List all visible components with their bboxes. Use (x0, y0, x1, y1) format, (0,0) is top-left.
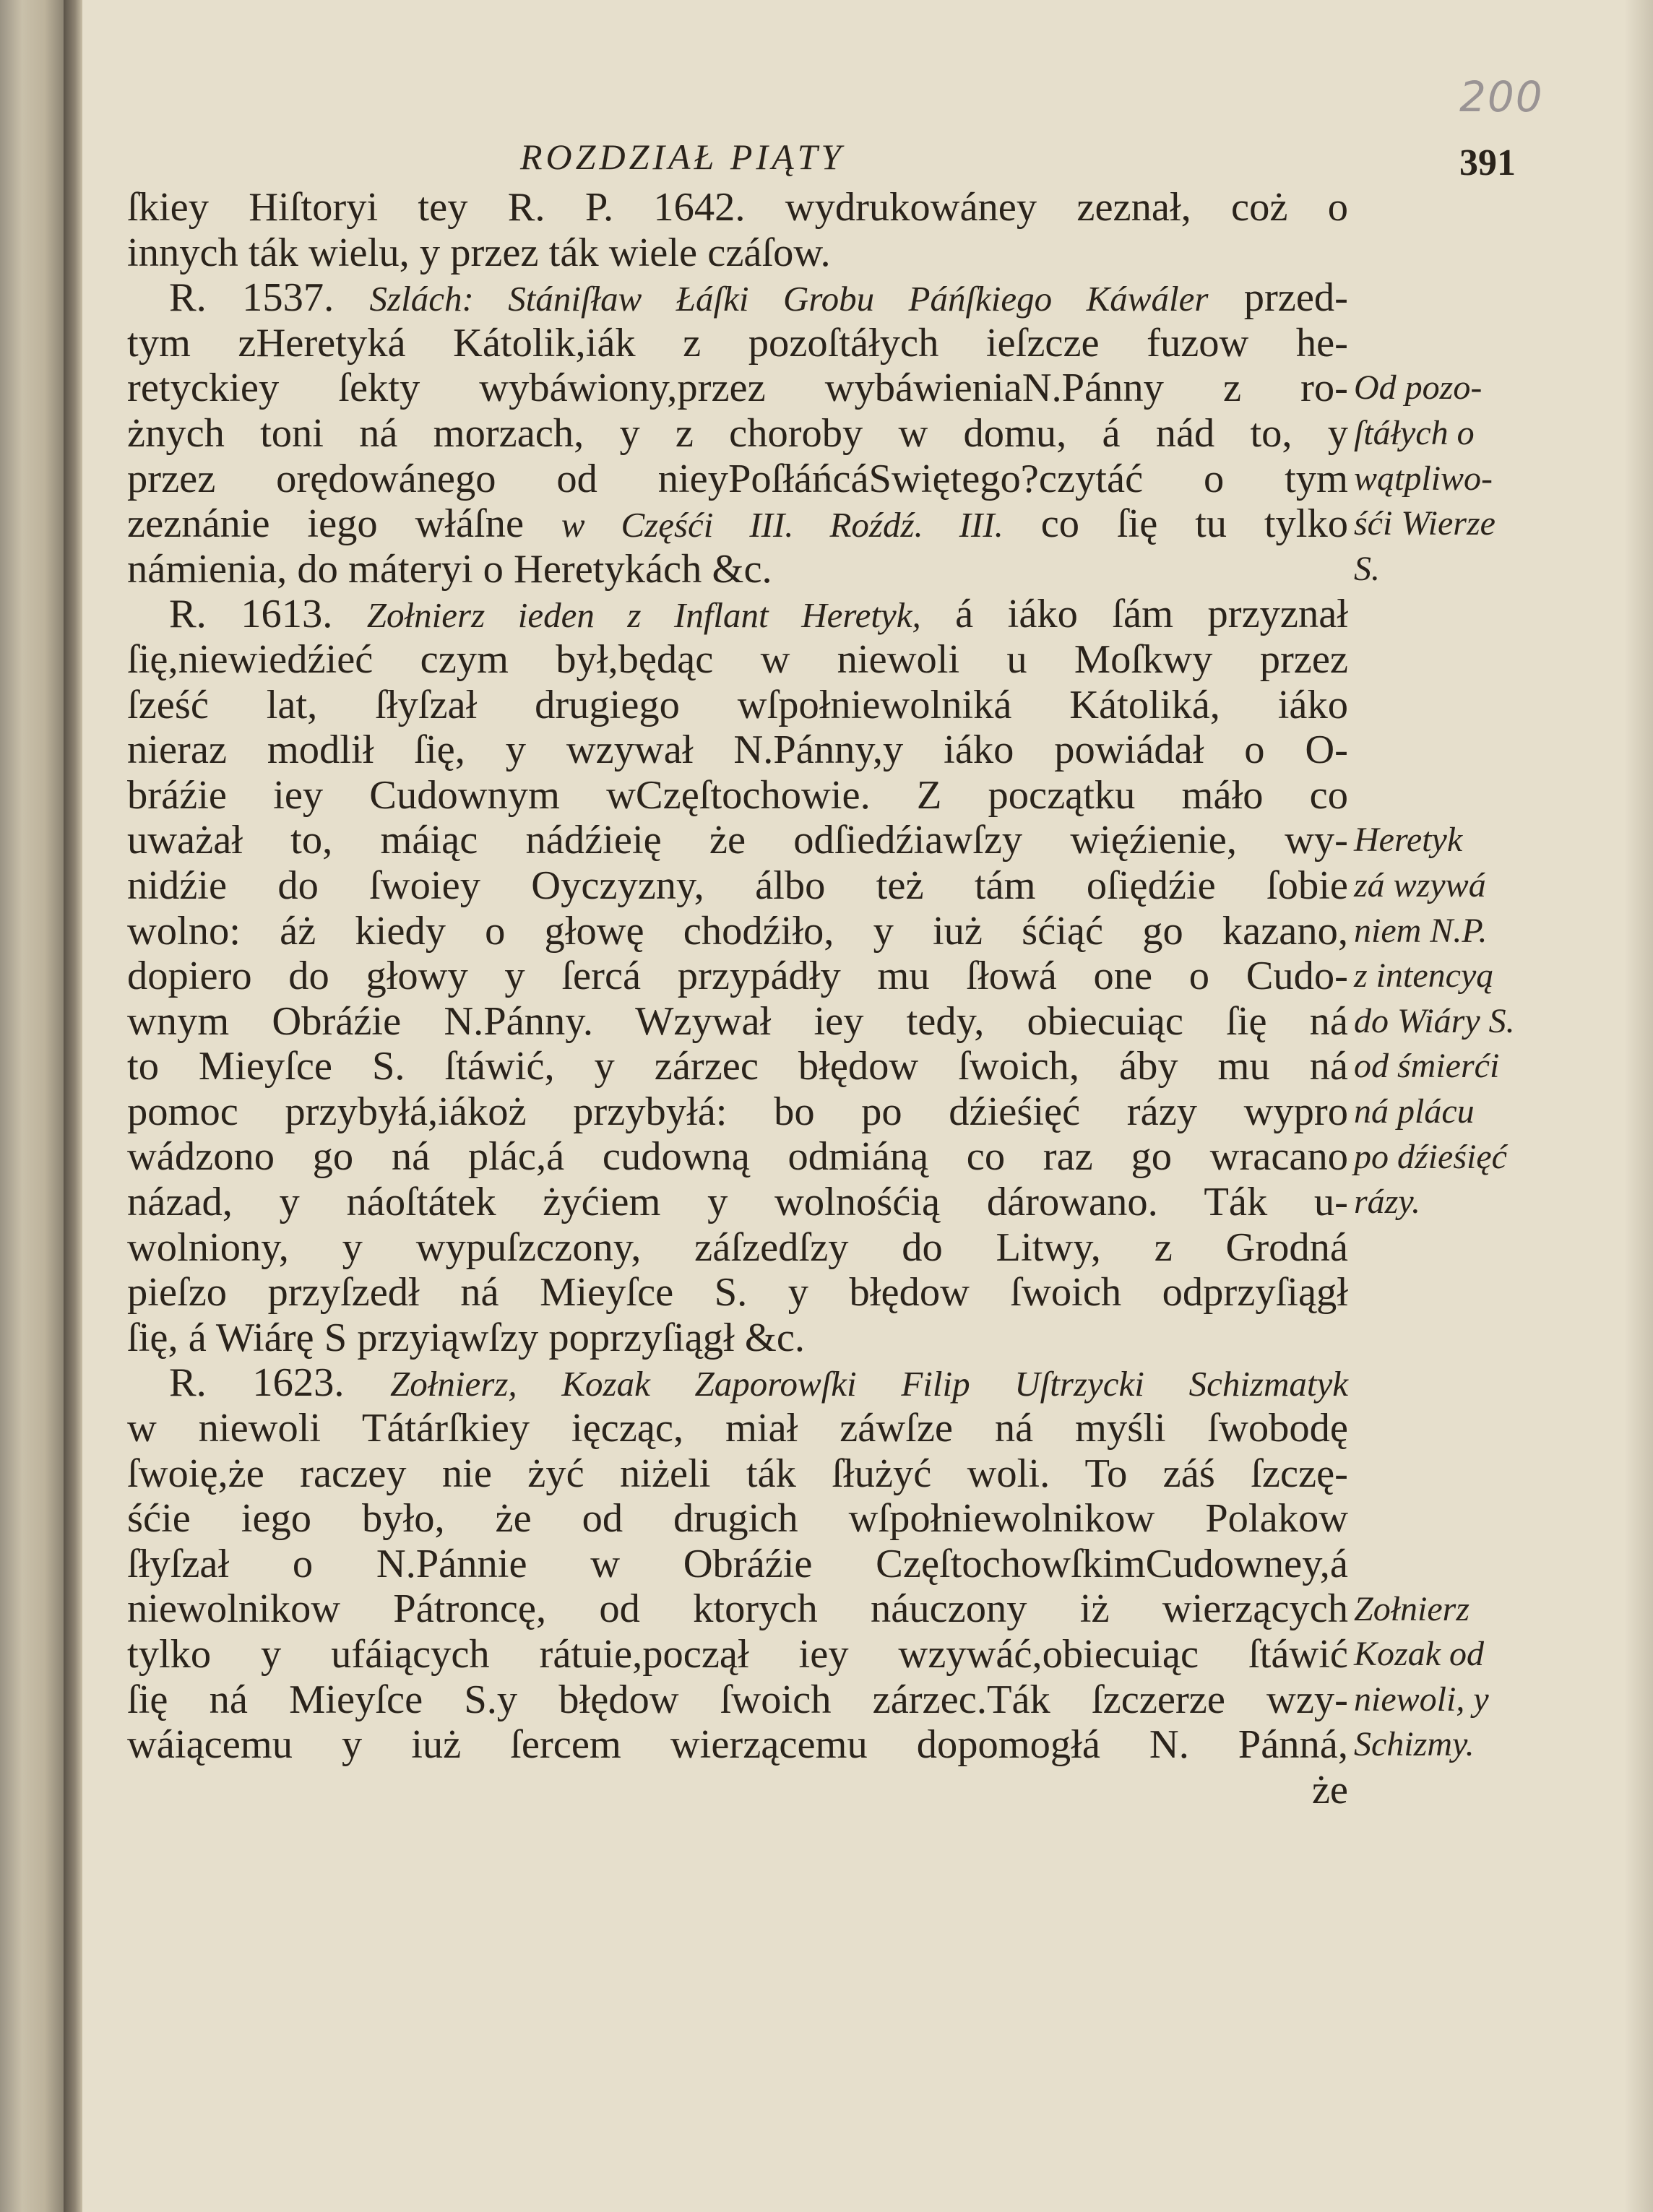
text-run: wolniony, y wypuſzczony, záſzedſzy do Litwy, z Grodná (127, 1224, 1348, 1270)
text-line (127, 185, 1348, 230)
text-run: niewolnikow Pátroncę, od ktorych náuczony iż wierzących (127, 1586, 1348, 1632)
text-run: nieraz modlił ſię, y wzywał N.Pánny,y iáko powiádał o O- (127, 727, 1348, 773)
text-run: wádzono go ná plác,á cudowną odmiáną co raz go wracano (127, 1134, 1348, 1180)
text-run: to Mieyſce S. ſtáwić, y zárzec błędow ſwoich, áby mu ná (127, 1044, 1348, 1089)
margin-note-line: wątpliwo- (1354, 459, 1493, 498)
margin-note (1354, 818, 1549, 1224)
page-number: 391 (1459, 142, 1516, 183)
margin-note-line: niem N.P. (1354, 911, 1488, 950)
text-run: wnym Obráźie N.Pánny. Wzywał iey tedy, obiecuiąc ſię ná (127, 998, 1348, 1044)
text-line (127, 637, 1348, 683)
text-line (127, 1406, 1348, 1451)
text-line (127, 275, 1348, 321)
margin-note-line: niewoli, y (1354, 1680, 1489, 1719)
text-run: pieſzo przyſzedł ná Mieyſce S. y błędow ſwoich odprzyſiągł (127, 1270, 1348, 1315)
text-run: R. 1537. (169, 275, 370, 321)
text-line (127, 592, 1348, 637)
text-run: żnych toni ná morzach, y z choroby w domu, á nád to, y (127, 410, 1348, 456)
text-line (127, 411, 1348, 457)
margin-note-line: Schizmy. (1354, 1725, 1475, 1764)
italic-phrase: w Częśći III. Roźdź. III. (561, 505, 1004, 545)
margin-note-line: Od pozo- (1354, 368, 1482, 407)
text-run: dopiero do głowy y ſercá przypádły mu ſłowá one o Cudo- (127, 954, 1348, 999)
text-line (127, 1768, 1348, 1813)
text-line (127, 1180, 1348, 1225)
margin-note-line: Zołnierz (1354, 1589, 1470, 1628)
margin-note-line: śći Wierze (1354, 504, 1496, 543)
italic-phrase: Szlách: Stániſław Łáſki Grobu Páńſkiego Káwáler (369, 279, 1209, 319)
text-run: R. 1623. (169, 1360, 391, 1406)
text-run: R. 1613. (169, 592, 367, 637)
text-run: pomoc przybyłá,iákoż przybyłá: bo po dźieśięć rázy wypro (127, 1089, 1348, 1134)
text-run: názad, y náoſtátek żyćiem y wolnośćią dárowano. Ták u- (127, 1180, 1348, 1225)
text-line (127, 1586, 1348, 1632)
text-run: ſkiey Hiſtoryi tey R. P. 1642. wydrukowáney zeznał, coż o (127, 185, 1348, 230)
book-gutter (64, 0, 82, 2212)
text-line (127, 1496, 1348, 1542)
text-run: ſłyſzał o N.Pánnie w Obráźie CzęſtochowſkimCudowney,á (127, 1541, 1348, 1586)
margin-note-line: z intencyą (1354, 956, 1494, 995)
text-line (127, 1225, 1348, 1271)
text-line (127, 1270, 1348, 1315)
text-run: uważał to, máiąc nádźieię że odſiedźiawſzy więźienie, wy- (127, 818, 1348, 863)
text-run: śćie iego było, że od drugich wſpołniewolnikow Polakow (127, 1496, 1348, 1542)
text-line (127, 818, 1348, 863)
text-run: ſię, á Wiárę S przyiąwſzy poprzyſiągł &c. (127, 1315, 806, 1360)
text-run: że (1311, 1767, 1348, 1813)
text-line (127, 1360, 1348, 1406)
italic-phrase: Zołnierz ieden z Inflant Heretyk, (366, 595, 921, 636)
text-run: wáiącemu y iuż ſercem wierzącemu dopomogłá N. Pánná, (127, 1722, 1348, 1768)
text-line (127, 773, 1348, 818)
text-run: ſię ná Mieyſce S.y błędow ſwoich zárzec.Ták ſzczerze wzy- (127, 1677, 1348, 1722)
text-line (127, 366, 1348, 411)
margin-note-line: Heretyk (1354, 821, 1463, 860)
text-line (127, 547, 1348, 592)
text-run: námienia, do máteryi o Heretykách &c. (127, 546, 772, 592)
text-run: przez orędowánego od nieyPoſłáńcáSwiętego?czytáć o tym (127, 456, 1348, 501)
margin-note (1354, 366, 1549, 592)
text-line (127, 230, 1348, 276)
text-run: nidźie do ſwoiey Oyczyzny, álbo też tám oſiędźie ſobie (127, 863, 1348, 908)
text-run: ſześć lat, ſłyſzał drugiego wſpołniewolniká Kátoliká, iáko (127, 682, 1348, 727)
text-run: ſię,niewiedźieć czym był,będąc w niewoli u Moſkwy przez (127, 636, 1348, 682)
text-run: á iáko ſám przyznał (920, 592, 1349, 637)
text-line (127, 1677, 1348, 1723)
text-run: bráźie iey Cudownym wCzęſtochowie. Z początku máło co (127, 772, 1348, 818)
text-run: co ſię tu tylko (1003, 501, 1348, 547)
margin-note-line: od śmierći (1354, 1047, 1500, 1086)
text-run: wolno: áż kiedy o głowę chodźiło, y iuż śćiąć go kazano, (127, 908, 1348, 954)
margin-note-line: S. (1354, 549, 1380, 588)
text-line (127, 1315, 1348, 1361)
margin-note-line: Kozak od (1354, 1635, 1484, 1674)
text-line (127, 1451, 1348, 1497)
margin-note-line: do Wiáry S. (1354, 1001, 1515, 1040)
margin-note-line: zá wzywá (1354, 865, 1486, 904)
margin-note-line: ná plácu (1354, 1092, 1475, 1131)
text-line (127, 683, 1348, 728)
text-line (127, 727, 1348, 773)
text-line (127, 1134, 1348, 1180)
text-run: zeznánie iego włáſne (127, 501, 561, 547)
margin-note-line: po dźieśięć (1354, 1137, 1507, 1176)
text-run: ſwoię,że raczey nie żyć niżeli ták ſłużyć woli. To záś ſzczę- (127, 1451, 1348, 1496)
text-line (127, 501, 1348, 547)
text-run: przed- (1208, 275, 1348, 321)
text-line (127, 1044, 1348, 1089)
text-line (127, 909, 1348, 954)
text-line (127, 457, 1348, 502)
text-line (127, 1089, 1348, 1135)
text-run: retyckiey ſekty wybáwiony,przez wybáwieniaN.Pánny z ro- (127, 366, 1348, 411)
text-line (127, 863, 1348, 909)
margin-note (1354, 1587, 1549, 1768)
text-line (127, 1632, 1348, 1677)
body-text (127, 185, 1348, 1813)
margin-note-line: rázy. (1354, 1183, 1421, 1222)
text-line (127, 321, 1348, 366)
text-line (127, 954, 1348, 999)
text-line (127, 1722, 1348, 1768)
text-line (127, 999, 1348, 1045)
running-head: ROZDZIAŁ PIĄTY (520, 137, 845, 177)
margin-note-line: ſtáłych o (1354, 413, 1475, 452)
text-run: w niewoli Tátárſkiey ięcząc, miał záwſze ná myśli ſwobodę (127, 1406, 1348, 1451)
text-run: innych ták wielu, y przez ták wiele czáſow. (127, 230, 831, 275)
text-line (127, 1542, 1348, 1587)
italic-phrase: Zołnierz, Kozak Zaporowſki Filip Uſtrzycki Schizmatyk (390, 1364, 1349, 1404)
previous-page-edge (0, 0, 64, 2212)
text-run: tym zHeretyká Kátolik,iák z pozoſtáłych ieſzcze fuzow he- (127, 320, 1348, 366)
page-edge-shadow (1624, 0, 1653, 2212)
text-run: tylko y ufáiących rátuie,począł iey wzywáć,obiecuiąc ſtáwić (127, 1632, 1348, 1677)
handwritten-folio-number: 200 (1459, 72, 1544, 121)
